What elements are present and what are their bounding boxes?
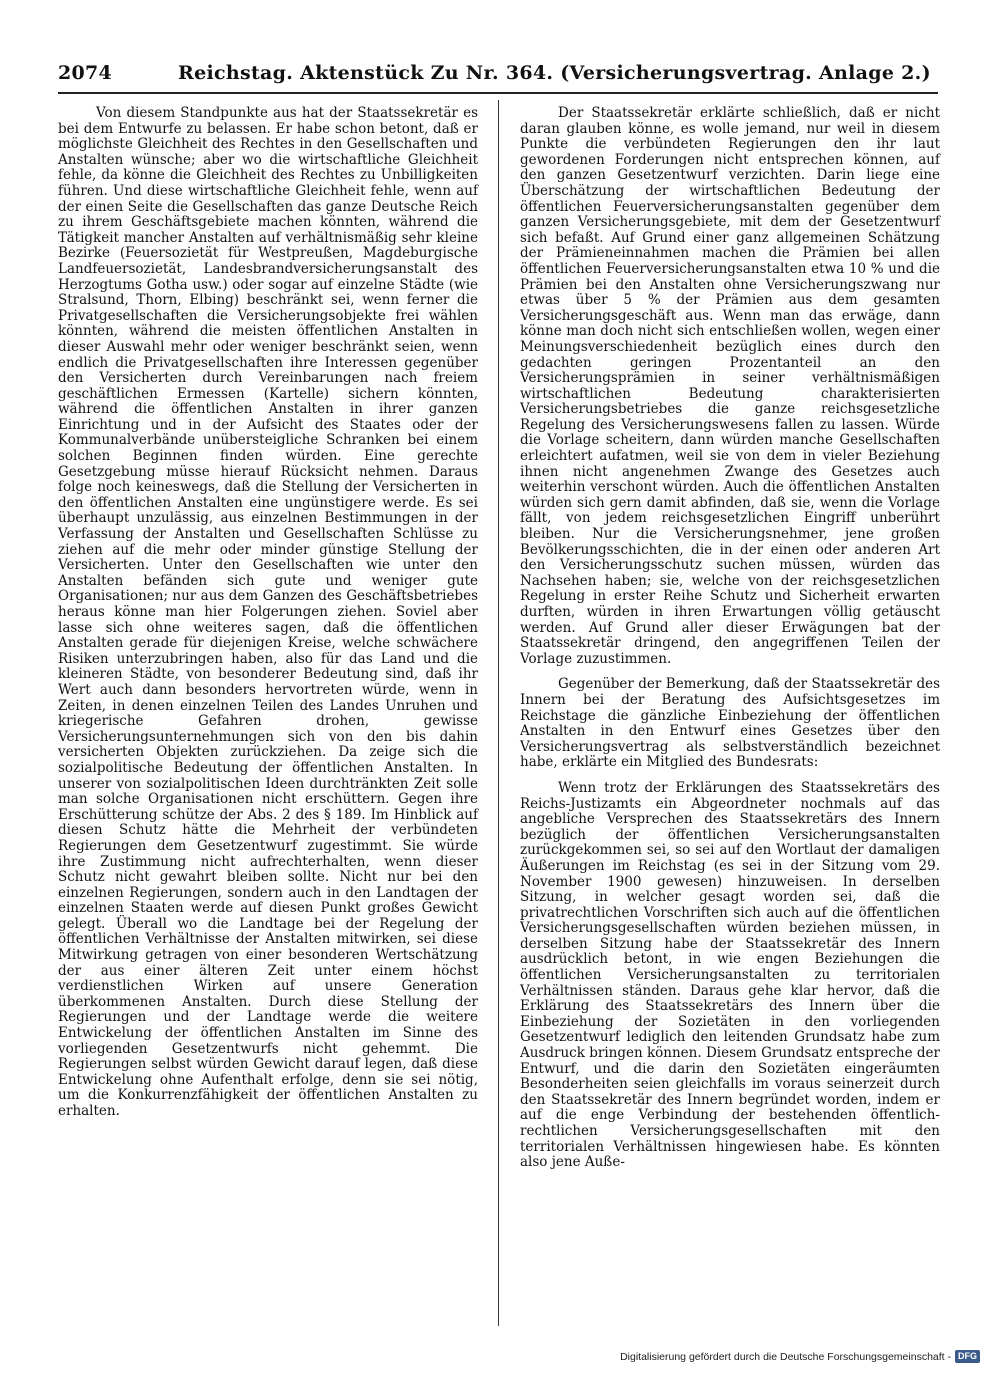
left-column	[58, 106, 478, 1120]
dfg-logo: DFG	[955, 1350, 980, 1363]
document-page	[58, 54, 938, 1314]
footer-credit	[620, 1350, 980, 1363]
running-title: Reichstag. Aktenstück Zu Nr. 364. (Versicherungsvertrag. Anlage 2.)	[178, 62, 931, 84]
paragraph: Gegenüber der Bemerkung, daß der Staatssekretär des Innern bei der Beratung des Aufsichtsgesetzes im Reichstage die gänzliche Einbeziehung der öffentlichen Anstalten in den Entwurf eines Gesetzes über den Versicherungsvertrag als selbstverständlich bezeichnet habe, erklärte ein Mitglied des Bundesrats:	[520, 676, 940, 771]
page-header	[58, 54, 938, 94]
right-column	[520, 106, 940, 1171]
header-rule	[58, 92, 938, 94]
paragraph-quoted-statement: Wenn trotz der Erklärungen des Staatssekretärs des Reichs-Justizamts ein Abgeordneter nochmals auf das angebliche Versprechen des Staatssekretärs des Innern bezüglich der öffentlichen Versicherungsanstalten zurückgekommen sei, so sei auf den Wortlaut der damaligen Äußerungen im Reichstag (es sei in der Sitzung vom 29. November 1900 gewesen) hinzuweisen. In derselben Sitzung, in welcher gesagt worden sei, daß die privatrechtlichen Vorschriften sich auch auf die öffentlichen Versicherungsgesellschaften würden beziehen müssen, in derselben Sitzung habe der Staatssekretär des Innern ausdrücklich betont, in wie engen Beziehungen die öffentlichen Versicherungsanstalten zu territorialen Verhältnissen ständen. Daraus gehe klar hervor, daß die Erklärung des Staatssekretärs des Innern über die Einbeziehung der Sozietäten in den vorliegenden Gesetzentwurf lediglich den leitenden Grundsatz habe zum Ausdruck bringen können. Diesem Grundsatz entspreche der Entwurf, und die darin den Sozietäten eingeräumten Besonderheiten seien gleichfalls im voraus seinerzeit durch den Staatssekretär des Innern begründet worden, indem er auf die enge Verbindung der bestehenden öffentlich-rechtlichen Versicherungsgesellschaften mit den territorialen Verhältnissen hingewiesen habe. Es könnten also jene Auße-	[520, 779, 940, 1171]
page-number: 2074	[58, 62, 113, 84]
footer-text: Digitalisierung gefördert durch die Deutsche Forschungsgemeinschaft -	[620, 1350, 951, 1363]
paragraph: Der Staatssekretär erklärte schließlich, daß er nicht daran glauben könne, es wolle jemand, nur weil in diesem Punkte die verbündeten Regierungen den ihr laut gewordenen Forderungen nicht entsprechen können, auf den ganzen Gesetzentwurf verzichten. Darin liege eine Überschätzung der wirtschaftlichen Bedeutung der öffentlichen Feuerversicherungsanstalten gegenüber dem ganzen Versicherungsgebiete, mit dem der Gesetzentwurf sich befaßt. Auf Grund einer ganz allgemeinen Schätzung der Prämieneinnahmen machen die Prämien bei allen öffentlichen Feuerversicherungsanstalten etwa 10 % und die Prämien bei den Anstalten ohne Versicherungszwang nur etwas über 5 % der Prämien aus dem gesamten Versicherungsgeschäft aus. Wenn man das erwäge, dann könne man doch nicht sich entschließen wollen, wegen einer Meinungsverschiedenheit bezüglich eines durch den gedachten geringen Prozentanteil an den Versicherungsprämien in seiner verhältnismäßigen wirtschaftlichen Bedeutung charakterisierten Versicherungsbetriebes die ganze reichsgesetzliche Regelung des Versicherungswesens fallen zu lassen. Würde die Vorlage scheitern, dann würden manche Gesellschaften erleichtert aufatmen, weil sie von dem in vieler Beziehung ihnen nicht angenehmen Zwange des Gesetzes auch weiterhin verschont würden. Auch die öffentlichen Anstalten würden sich gern damit abfinden, daß sie, wenn die Vorlage fällt, von jedem reichsgesetzlichen Eingriff unberührt bleiben. Nur die Versicherungsnehmer, jene großen Bevölkerungsschichten, die in der einen oder anderen Art den Versicherungsschutz suchen müssen, würden das Nachsehen haben; sie, welche von der reichsgesetzlichen Regelung in erster Reihe Schutz und Sicherheit erwarten durften, würden in ihren Erwartungen völlig getäuscht werden. Auf Grund aller dieser Erwägungen bat der Staatssekretär dringend, den angegriffenen Teilen der Vorlage zuzustimmen.	[520, 105, 940, 667]
column-divider	[498, 100, 499, 1326]
paragraph: Von diesem Standpunkte aus hat der Staatssekretär es bei dem Entwurfe zu belassen. Er habe schon betont, daß er möglichste Gleichheit des Rechtes in den Gesellschaften und Anstalten wünsche; aber wo die wirtschaftliche Gleichheit fehle, da könne die Gleichheit des Rechtes zu Unbilligkeiten führen. Und diese wirtschaftliche Gleichheit fehle, wenn auf der einen Seite die Gesellschaften das ganze Deutsche Reich zu ihrem Geschäftsgebiete machen könnten, während die Tätigkeit mancher Anstalten auf verhältnismäßig sehr kleine Bezirke (Feuersozietät für Westpreußen, Magdeburgische Landfeuersozietät, Landesbrandversicherungsanstalt des Herzogtums Gotha usw.) oder sogar auf einzelne Städte (wie Stralsund, Thorn, Elbing) beschränkt sei, wenn ferner die Privatgesellschaften die Versicherungsobjekte frei wählen könnten, während die meisten öffentlichen Anstalten in dieser Auswahl mehr oder weniger beschränkt seien, wenn endlich die Privatgesellschaften ihre Interessen gegenüber den Versicherten durch Vereinbarungen nach freiem geschäftlichen Ermessen (Kartelle) sichern könnten, während die öffentlichen Anstalten in ihrer ganzen Einrichtung und in der Aufsicht des Staates oder der Kommunalverbände unübersteigliche Schranken bei einem solchen Beginnen finden würden. Eine gerechte Gesetzgebung müsse hierauf Rücksicht nehmen. Daraus folge noch keineswegs, daß die Stellung der Versicherten in den öffentlichen Anstalten eine ungünstigere werde. Es sei überhaupt unzulässig, aus einzelnen Bestimmungen in der Verfassung der Anstalten und Gesellschaften Schlüsse zu ziehen auf die mehr oder minder günstige Stellung der Versicherten. Unter den Gesellschaften wie unter den Anstalten befänden sich gute und weniger gute Organisationen; nur aus dem Ganzen des Geschäftsbetriebes heraus könne man hier Folgerungen ziehen. Soviel aber lasse sich ohne weiteres sagen, daß die öffentlichen Anstalten gerade für diejenigen Kreise, welche schwächere Risiken unterzubringen haben, also für das Land und die kleineren Städte, von besonderer Bedeutung sind, daß ihr Wert auch dann besonders hervortreten würde, wenn in Zeiten, in denen einzelnen Teilen des Landes Unruhen und kriegerische Gefahren drohen, gewisse Versicherungsunternehmungen sich von den bis dahin versicherten Objekten zurückziehen. Da zeige sich die sozialpolitische Bedeutung der öffentlichen Anstalten. In unserer von sozialpolitischen Ideen durchtränkten Zeit solle man solche Organisationen nicht erschüttern. Gegen ihre Erschütterung schütze der Abs. 2 des § 189. Im Hinblick auf diesen Schutz hätte die Mehrheit der verbündeten Regierungen dem Gesetzentwurf zugestimmt. Sie würde ihre Zustimmung nicht aufrechterhalten, wenn dieser Schutz nicht gewahrt bleiben sollte. Nicht nur bei den einzelnen Regierungen, sondern auch in den Landtagen der einzelnen Staaten werde auf diesen Punkt großes Gewicht gelegt. Überall wo die Landtage bei der Regelung der öffentlichen Verhältnisse der Anstalten mitwirken, sei diese Mitwirkung getragen von einer besonderen Wertschätzung der aus einer älteren Zeit unter einem höchst verdienstlichen Wirken auf unsere Generation überkommenen Anstalten. Durch diese Stellung der Regierungen und der Landtage werde die weitere Entwickelung der öffentlichen Anstalten im Sinne des vorliegenden Gesetzentwurfs nicht gehemmt. Die Regierungen selbst würden Gewicht darauf legen, daß diese Entwickelung ohne Aufenthalt erfolge, denn sie sei nötig, um die Konkurrenzfähigkeit der öffentlichen Anstalten zu erhalten.	[58, 105, 478, 1119]
